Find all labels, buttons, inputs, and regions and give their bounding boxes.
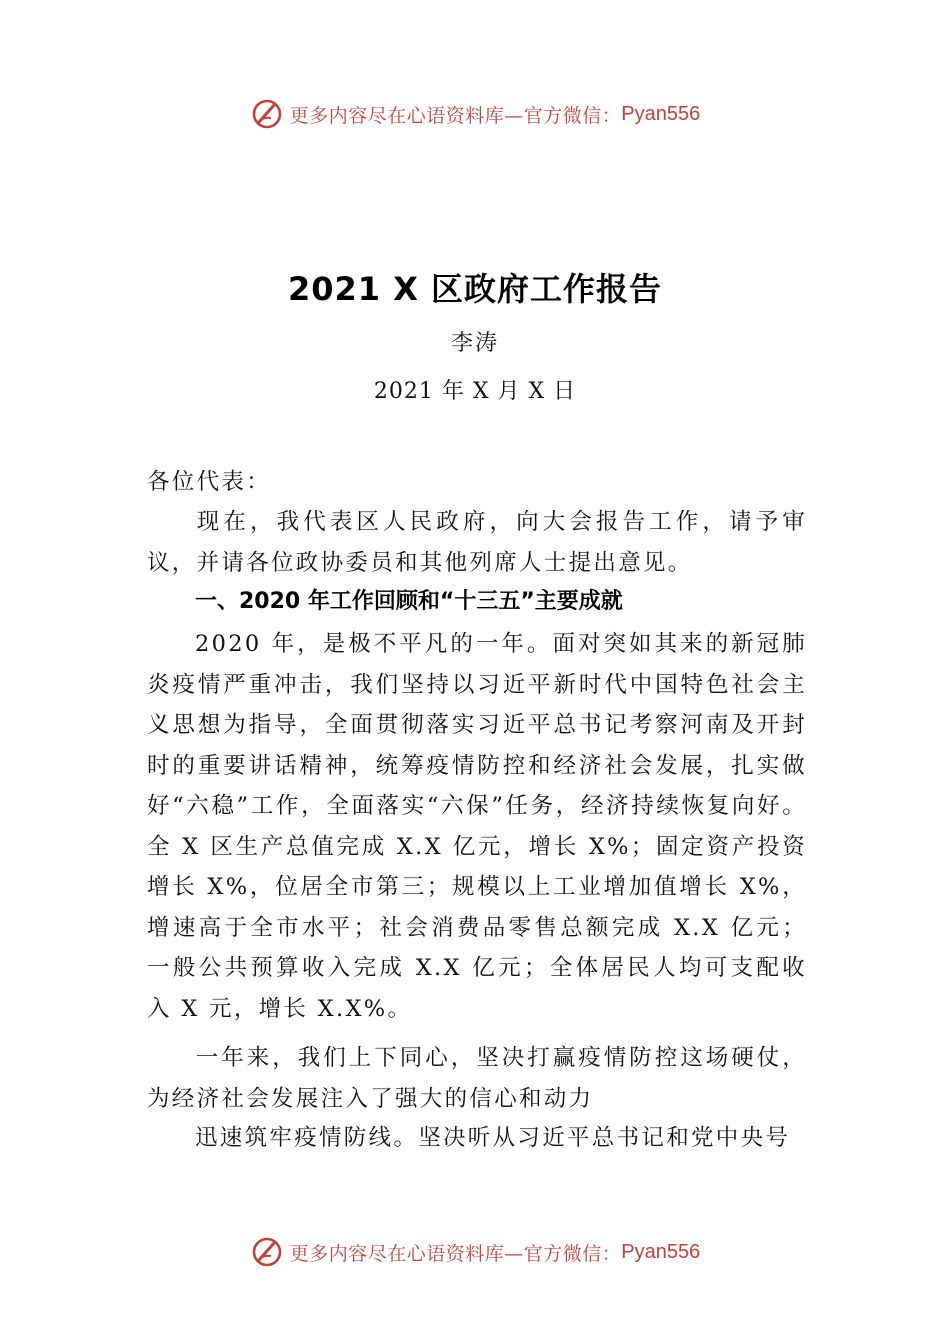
- banner-wechat-id: Pyan556: [621, 102, 701, 125]
- section-heading: 一、2020 年工作回顾和“十三五”主要成就: [195, 589, 623, 614]
- document-author: 李涛: [450, 331, 499, 356]
- brush-circle-icon: [250, 97, 284, 131]
- footer-banner-text: 更多内容尽在心语资料库—官方微信：: [289, 1242, 622, 1265]
- paragraph-1: [147, 502, 807, 583]
- paragraph-4-text: 迅速筑牢疫情防线。坚决听从习近平总书记和党中央号: [195, 1125, 791, 1151]
- header-banner: [0, 94, 950, 134]
- paragraph-4: [147, 1118, 807, 1159]
- document-date: 2021 年 X 月 X 日: [373, 379, 577, 404]
- paragraph-3: [147, 1038, 807, 1119]
- paragraph-1-text: 现在，我代表区人民政府，向大会报告工作，请予审议，并请各位政协委员和其他列席人士提出意见。: [147, 509, 807, 576]
- document-title: 2021 X 区政府工作报告: [287, 270, 663, 308]
- banner-text: 更多内容尽在心语资料库—官方微信：: [289, 104, 622, 127]
- paragraph-2: [147, 624, 807, 1029]
- greeting: [147, 462, 807, 503]
- paragraph-3-text: 一年来，我们上下同心，坚决打赢疫情防控这场硬仗，为经济社会发展注入了强大的信心和动力: [147, 1045, 807, 1112]
- paragraph-2-text: 2020 年，是极不平凡的一年。面对突如其来的新冠肺炎疫情严重冲击，我们坚持以习近平新时代中国特色社会主义思想为指导，全面贯彻落实习近平总书记考察河南及开封时的重要讲话精神，统筹疫情防控和经济社会发展，扎实做好“六稳”工作，全面落实“六保”任务，经济持续恢复向好。全 X 区生产总值完成 X.X 亿元，增长 X%；固定资产投资增长 X%，位居全市第三；规模以上工业增加值增长 X%，增速高于全市水平；社会消费品零售总额完成 X.X 亿元；一般公共预算收入完成 X.X 亿元；全体居民人均可支配收入 X 元，增长 X.X%。: [147, 631, 807, 1022]
- brush-circle-icon: [250, 1235, 284, 1269]
- footer-banner-wechat-id: Pyan556: [621, 1240, 701, 1263]
- footer-banner: [0, 1232, 950, 1272]
- greeting-text: 各位代表：: [147, 469, 272, 495]
